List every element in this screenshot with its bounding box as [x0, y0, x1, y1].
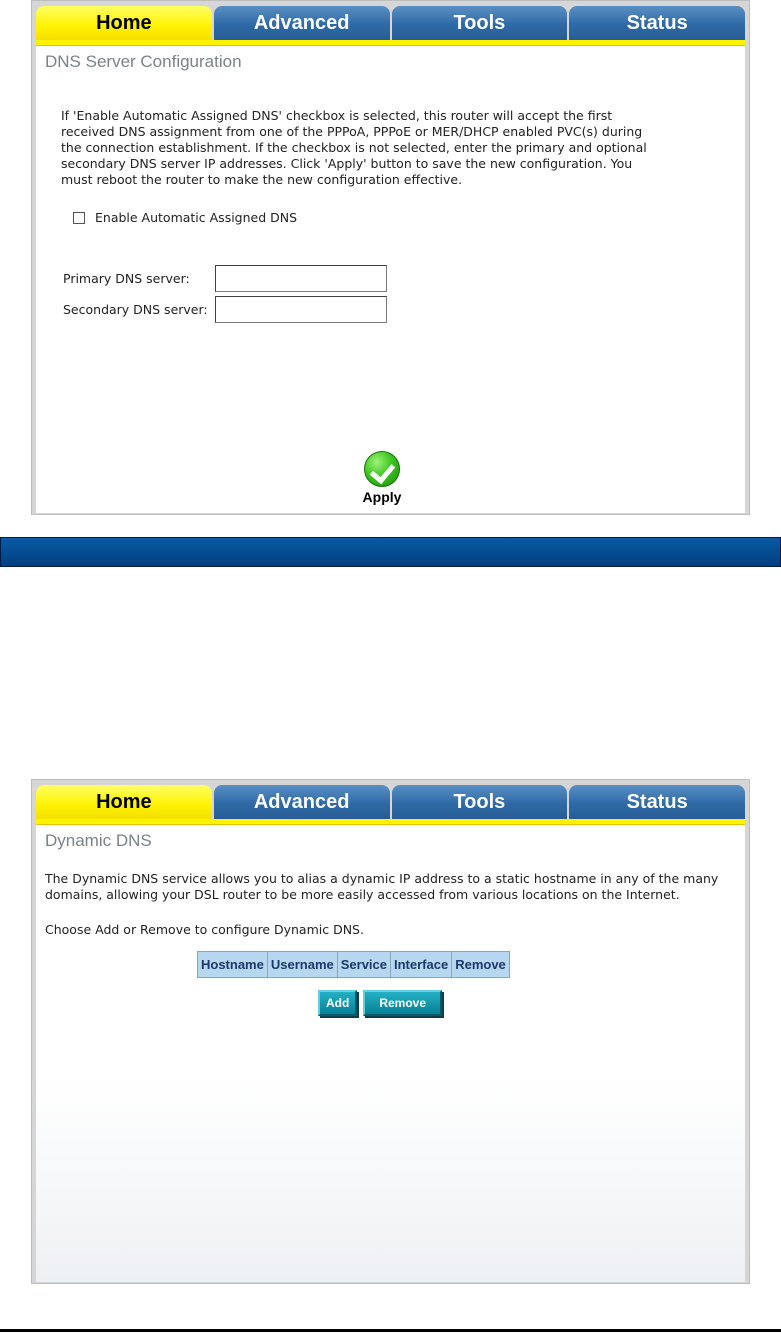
tab-home[interactable]: Home	[36, 6, 212, 40]
apply-label[interactable]: Apply	[362, 489, 402, 505]
tab-status[interactable]: Status	[569, 785, 745, 819]
tab-tools[interactable]: Tools	[392, 785, 568, 819]
tab-advanced[interactable]: Advanced	[214, 785, 390, 819]
secondary-dns-row	[63, 294, 736, 325]
primary-dns-input[interactable]	[215, 265, 387, 292]
column-header-remove: Remove	[452, 952, 510, 978]
ddns-table	[197, 951, 510, 978]
dns-config-content	[36, 46, 745, 513]
remove-button[interactable]: Remove	[363, 990, 442, 1016]
add-button[interactable]: Add	[318, 990, 357, 1016]
page-title: Dynamic DNS	[45, 831, 152, 850]
apply-button[interactable]	[354, 451, 410, 505]
column-header-hostname: Hostname	[198, 952, 268, 978]
auto-dns-row	[73, 210, 736, 225]
dynamic-dns-panel	[31, 779, 750, 1284]
dns-config-panel	[31, 0, 750, 515]
secondary-dns-label: Secondary DNS server:	[63, 302, 208, 317]
green-check-circle-icon[interactable]	[364, 451, 400, 487]
table-header-row	[198, 952, 510, 978]
dns-description: If 'Enable Automatic Assigned DNS' checkbox is selected, this router will accept the first received DNS assignment from one of the PPPoA, PPPoE or MER/DHCP enabled PVC(s) during the connection establishment. If the checkbox is not selected, enter the primary and optional secondary DNS server IP addresses. Click 'Apply' button to save the new configuration. You must reboot the router to make the new configuration effective.	[61, 108, 647, 187]
column-header-service: Service	[337, 952, 390, 978]
page-title: DNS Server Configuration	[45, 52, 242, 71]
nav-tabs	[36, 6, 745, 40]
auto-dns-label: Enable Automatic Assigned DNS	[95, 210, 298, 225]
primary-dns-row	[63, 263, 736, 294]
section-separator-bar	[0, 537, 781, 567]
bottom-divider	[0, 1329, 781, 1332]
dynamic-dns-content	[36, 825, 745, 1282]
auto-dns-checkbox[interactable]	[73, 212, 85, 224]
nav-tabs	[36, 785, 745, 819]
ddns-button-row	[318, 990, 736, 1016]
column-header-username: Username	[267, 952, 337, 978]
tab-home[interactable]: Home	[36, 785, 212, 819]
dynamic-dns-description: The Dynamic DNS service allows you to alias a dynamic IP address to a static hostname in any of the many domains, allowing your DSL router to be more easily accessed from various locations on the Internet.	[45, 871, 719, 902]
tab-tools[interactable]: Tools	[392, 6, 568, 40]
tab-advanced[interactable]: Advanced	[214, 6, 390, 40]
secondary-dns-input[interactable]	[215, 296, 387, 323]
tab-status[interactable]: Status	[569, 6, 745, 40]
column-header-interface: Interface	[391, 952, 452, 978]
dynamic-dns-instruction: Choose Add or Remove to configure Dynamic DNS.	[45, 922, 364, 937]
primary-dns-label: Primary DNS server:	[63, 271, 190, 286]
